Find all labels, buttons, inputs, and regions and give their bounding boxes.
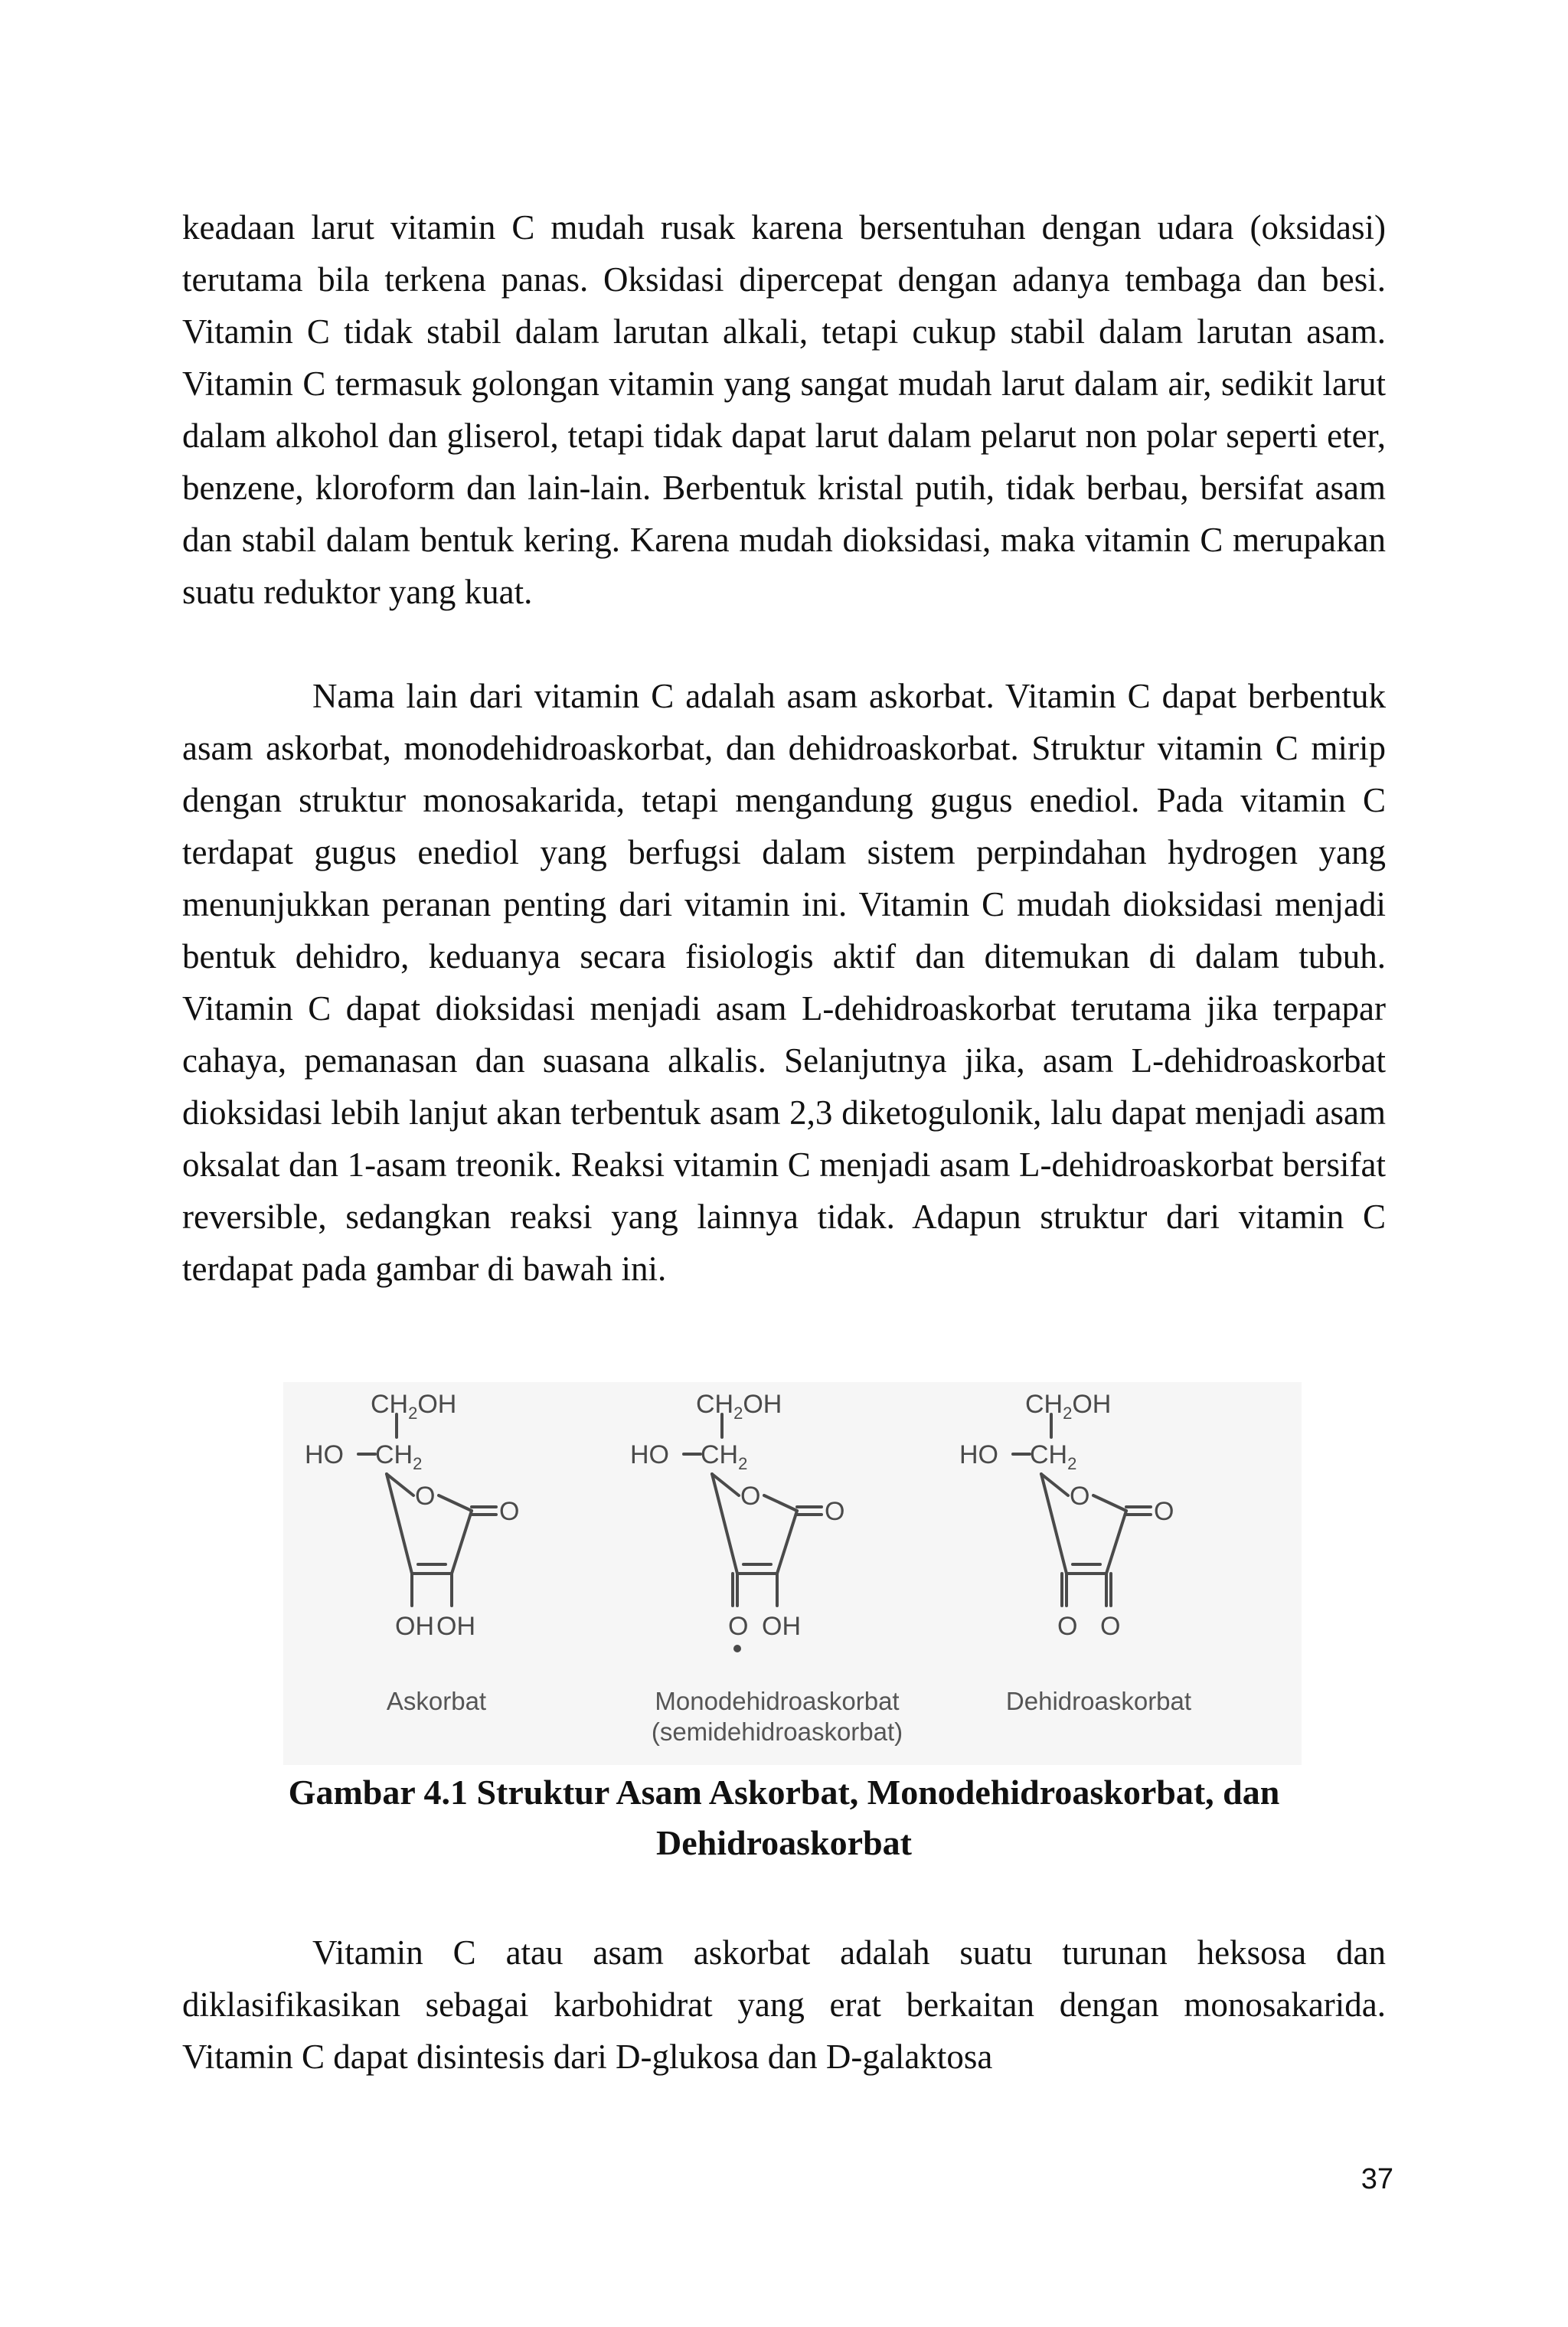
svg-text:CH2: $CH_2$: [1030, 1440, 1077, 1473]
semidehidroaskorbat-label: (semidehidroaskorbat): [651, 1717, 903, 1746]
dehidroaskorbat-label: Dehidroaskorbat: [1005, 1687, 1192, 1715]
svg-text:HO: HO: [959, 1440, 998, 1469]
svg-text:OH: OH: [762, 1612, 801, 1641]
caption-line-2: Dehidroaskorbat: [656, 1823, 912, 1862]
svg-text:O: O: [740, 1482, 761, 1511]
svg-text:O: O: [1070, 1482, 1090, 1511]
svg-text:CH2OH: $CH_2OH$: [1025, 1390, 1112, 1423]
figure-caption: [182, 1767, 1386, 1868]
caption-line-1: Gambar 4.1 Struktur Asam Askorbat, Monodehidroaskorbat, dan: [288, 1773, 1280, 1812]
askorbat-structure: [305, 1390, 519, 1715]
svg-text:OH: OH: [395, 1612, 434, 1641]
svg-text:CH2OH: $CH_2OH$: [696, 1390, 782, 1423]
structures-svg: [283, 1382, 1302, 1765]
svg-text:CH2OH: $CH_2OH$: [371, 1390, 457, 1423]
paragraph-2: Nama lain dari vitamin C adalah asam askorbat. Vitamin C dapat berbentuk asam askorbat, monodehidroaskorbat, dan dehidroaskorbat. Struktur vitamin C mirip dengan struktur monosakarida, tetapi mengandung gugus enediol. Pada vitamin C terdapat gugus enediol yang berfugsi dalam sistem perpindahan hydrogen yang menunjukkan peranan penting dari vitamin ini. Vitamin C mudah dioksidasi menjadi bentuk dehidro, keduanya secara fisiologis aktif dan ditemukan di dalam tubuh. Vitamin C dapat dioksidasi menjadi asam L-dehidroaskorbat terutama jika terpapar cahaya, pemanasan dan suasana alkalis. Selanjutnya jika, asam L-dehidroaskorbat dioksidasi lebih lanjut akan terbentuk asam 2,3 diketogulonik, lalu dapat menjadi asam oksalat dan 1-asam treonik. Reaksi vitamin C menjadi asam L-dehidroaskorbat bersifat reversible, sedangkan reaksi yang lainnya tidak. Adapun struktur dari vitamin C terdapat pada gambar di bawah ini.: [182, 677, 1386, 1288]
svg-text:HO: HO: [305, 1440, 344, 1469]
svg-text:O: O: [825, 1497, 845, 1526]
svg-text:O: O: [1057, 1612, 1078, 1641]
paragraph-1: keadaan larut vitamin C mudah rusak karena bersentuhan dengan udara (oksidasi) terutama bila terkena panas. Oksidasi dipercepat dengan adanya tembaga dan besi. Vitamin C tidak stabil dalam larutan alkali, tetapi cukup stabil dalam larutan asam. Vitamin C termasuk golongan vitamin yang sangat mudah larut dalam air, sedikit larut dalam alkohol dan gliserol, tetapi tidak dapat larut dalam pelarut non polar seperti eter, benzene, kloroform dan lain-lain. Berbentuk kristal putih, tidak berbau, bersifat asam dan stabil dalam bentuk kering. Karena mudah dioksidasi, maka vitamin C merupakan suatu reduktor yang kuat.: [182, 208, 1386, 611]
vitamin-c-structures-figure: [283, 1382, 1302, 1765]
svg-text:O: O: [499, 1497, 520, 1526]
askorbat-label: Askorbat: [386, 1687, 487, 1715]
svg-text:CH2: $CH_2$: [375, 1440, 423, 1473]
paragraph-3: Vitamin C atau asam askorbat adalah suatu turunan heksosa dan diklasifikasikan sebagai karbohidrat yang erat berkaitan dengan monosakarida. Vitamin C dapat disintesis dari D-glukosa dan D-galaktosa: [182, 1933, 1386, 2076]
svg-text:CH2: $CH_2$: [701, 1440, 748, 1473]
monodehidroaskorbat-structure: [630, 1390, 903, 1746]
svg-text:O: O: [415, 1482, 436, 1511]
svg-text:OH: OH: [436, 1612, 475, 1641]
dehidroaskorbat-structure: [959, 1390, 1191, 1715]
monodehidroaskorbat-label: Monodehidroaskorbat: [655, 1687, 900, 1715]
svg-text:O: O: [1154, 1497, 1174, 1526]
page-number: 37: [1361, 2163, 1393, 2195]
radical-dot: [733, 1645, 741, 1652]
svg-text:HO: HO: [630, 1440, 669, 1469]
svg-text:O: O: [728, 1612, 749, 1641]
svg-text:O: O: [1100, 1612, 1121, 1641]
